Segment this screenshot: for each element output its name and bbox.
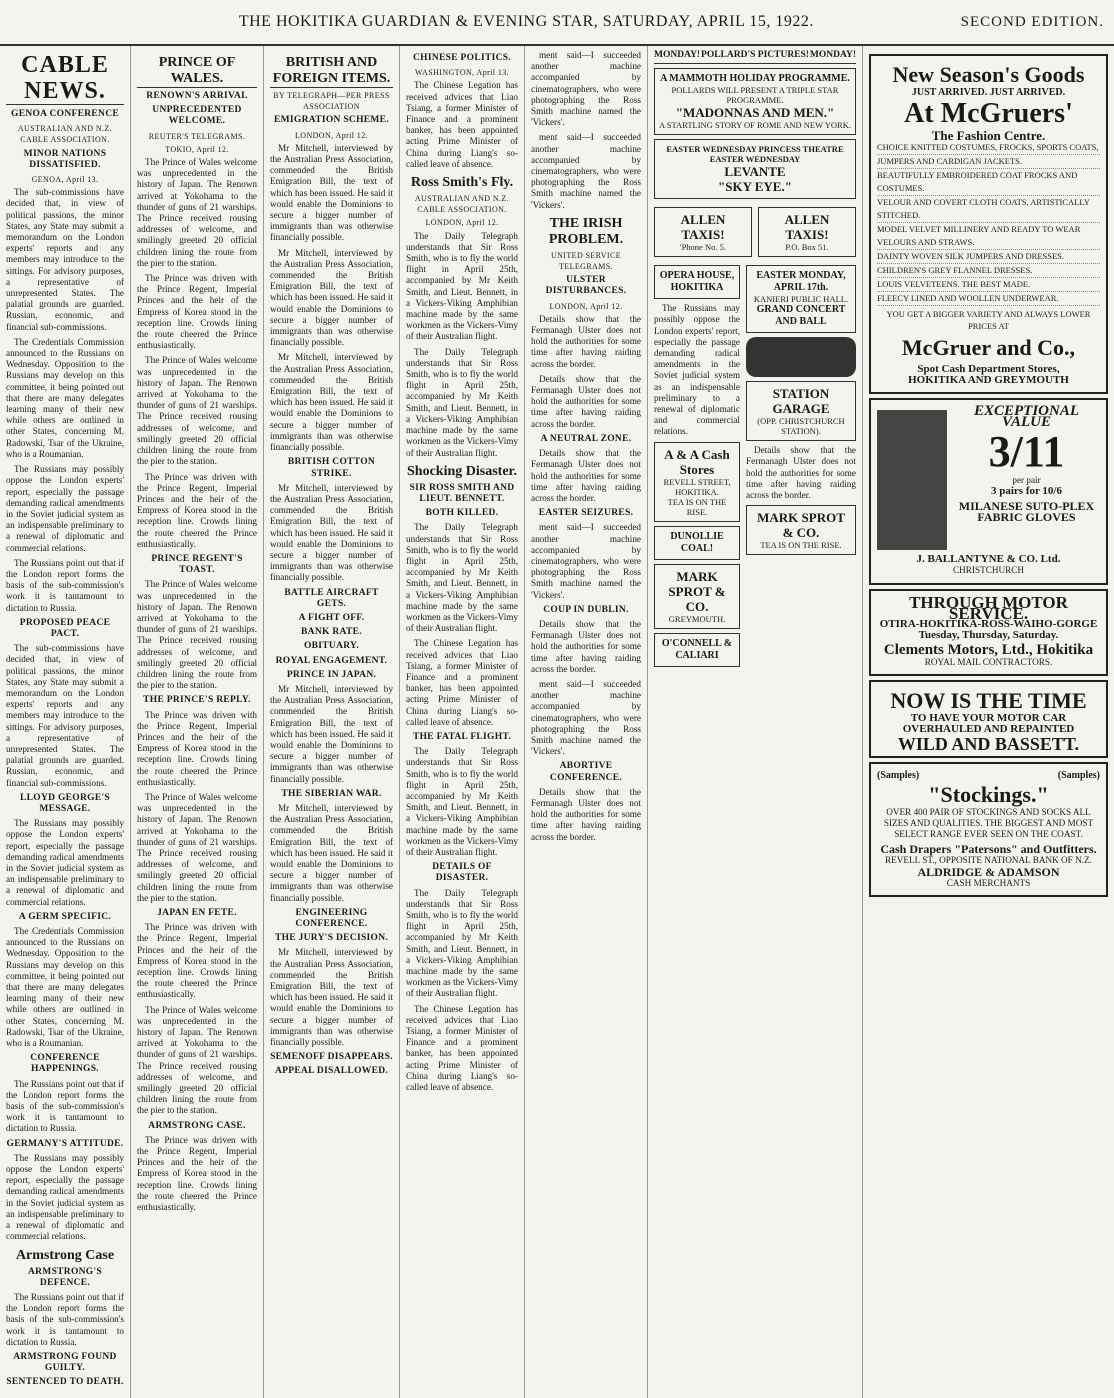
ad-line: 'Phone No. 5.	[680, 242, 726, 253]
ad-line: 3 pairs for 10/6	[991, 484, 1062, 497]
column-ross-smith	[400, 46, 525, 1398]
ads-row	[654, 261, 856, 670]
product-line: LOUIS VELVETEENS. THE BEST MADE.	[877, 278, 1100, 292]
ad-title: MARK SPROT & CO.	[757, 510, 845, 541]
article-paragraph: The Prince of Wales welcome was unprecedented in the history of Japan. The Renown arrived at Yokohama to the thunder of guns of 21 warships. The Prince received rousing addresses of welcome, and smilingly greeted 20 official children lining the route from the pier to the station.	[137, 579, 257, 691]
subhead-cotton: BRITISH COTTON STRIKE.	[287, 457, 376, 479]
article-paragraph: Details show that the Fermanagh Ulster does not hold the authorities for some time after having raiding across the border.	[531, 313, 641, 369]
product-line: MODEL VELVET MILLINERY AND READY TO WEAR VELOURS AND STRAWS.	[877, 223, 1100, 250]
ad-headline: THROUGH MOTOR SERVICE.	[909, 592, 1068, 623]
ad-title: OPERA HOUSE, HOKITIKA	[659, 270, 735, 294]
subhead-renown: RENOWN'S ARRIVAL	[146, 91, 248, 101]
ad-pollards	[654, 68, 856, 135]
ad-line: per pair	[1012, 474, 1041, 485]
subhead-semenoff: SEMENOFF DISAPPEARS.	[270, 1052, 393, 1063]
article-paragraph: The Russians point out that if the London report forms the basis of the sub-commission's work it is tantamount to dictation to Russia.	[6, 1291, 124, 1347]
newspaper-page	[0, 46, 1114, 1398]
article-paragraph: The Chinese Legation has received advices that Liao Tsiang, a former Minister of Finance and a prominent banker, has been appointed acting Prime Minister of China during Liang's so-called leave of absence.	[406, 638, 518, 727]
dateline: GENOA, April 13.	[31, 175, 99, 185]
monday-left: MONDAY!	[654, 50, 701, 60]
subhead-royal-engagement: ROYAL ENGAGEMENT.	[275, 655, 388, 666]
ad-allen-taxis	[654, 207, 752, 257]
article-paragraph: Mr Mitchell, interviewed by the Australian Press Association, commended the British Emigration Bill, the text of which has been issued. He said it would enable the Dominions to secure a bigger number of immigrants than was otherwise financially possible.	[270, 947, 393, 1048]
ad-film-title: "SKY EYE."	[718, 179, 792, 195]
subhead-ulster: ULSTER DISTURBANCES.	[545, 275, 627, 297]
article-paragraph: Mr Mitchell, interviewed by the Australian Press Association, commended the British Emigration Bill, the text of which has been issued. He said it would enable the Dominions to secure a bigger number of immigrants than was otherwise financially possible.	[270, 247, 393, 348]
ad-line: CASH MERCHANTS	[946, 877, 1031, 888]
subhead-germany: GERMANY'S ATTITUDE.	[6, 1138, 124, 1149]
subhead-easter-seizures: EASTER SEIZURES.	[538, 508, 634, 519]
article-paragraph: Mr Mitchell, interviewed by the Australian Press Association, commended the British Emigration Bill, the text of which has been issued. He said it would enable the Dominions to secure a bigger number of immigrants than was otherwise financially possible.	[270, 142, 393, 243]
ad-company: Clements Motors, Ltd., Hokitika	[883, 642, 1094, 659]
subhead-conference: CONFERENCE HAPPENINGS.	[30, 1053, 100, 1075]
ad-line: TEA IS ON THE RISE.	[760, 540, 842, 551]
article-paragraph: The Chinese Legation has received advices that Liao Tsiang, a former Minister of Finance and a prominent banker, has been appointed acting Prime Minister of China during Liang's so-called leave of absence.	[406, 1003, 518, 1093]
article-paragraph: Details show that the Fermanagh Ulster does not hold the authorities for some time after having raiding across the border.	[531, 618, 641, 674]
ad-line: The Fashion Centre.	[931, 128, 1046, 144]
ad-title: GRAND CONCERT AND BALL	[756, 304, 846, 328]
product-list	[877, 141, 1100, 306]
ad-line: CHRISTCHURCH	[953, 565, 1024, 576]
ad-allen-taxis-2	[758, 207, 856, 257]
article-paragraph: The Daily Telegraph understands that Sir Ross Smith, who is to fly the world flight in April 25th, accompanied by Mr Keith Smith, and Lieut. Bennett, in a Vickers-Viking Amphibian machine made by the same workmen as the Vickers-Vimy of their Australian flight.	[406, 522, 518, 634]
ad-company: J. BALLANTYNE & CO. Ltd.	[916, 553, 1061, 566]
ad-text: Details show that the Fermanagh Ulster does not hold the authorities for some time after having raiding across the border.	[746, 445, 856, 501]
ad-headline: NOW IS THE TIME	[890, 687, 1087, 713]
ad-patersons	[869, 762, 1108, 897]
subhead-neutral-zone: A NEUTRAL ZONE.	[540, 433, 632, 444]
ad-line: Spot Cash Department Stores,	[917, 362, 1060, 375]
ad-mark-sprot-2	[746, 505, 856, 555]
ad-title: ALLEN TAXIS!	[784, 212, 830, 243]
subhead-bank-rate: BANK RATE.	[301, 627, 362, 638]
ad-line: REVELL ST., OPPOSITE NATIONAL BANK OF N.Z.	[885, 855, 1092, 866]
product-line: DAINTY WOVEN SILK JUMPERS AND DRESSES.	[877, 250, 1100, 264]
dateline: TOKIO, April 12.	[165, 144, 229, 154]
car-image	[746, 337, 856, 377]
ad-dunollie	[654, 526, 740, 560]
subhead-regent-toast: PRINCE REGENT'S TOAST.	[151, 553, 243, 576]
subhead-guilty: ARMSTRONG FOUND GUILTY.	[13, 1351, 117, 1374]
article-paragraph: Mr Mitchell, interviewed by the Australian Press Association, commended the British Emigration Bill, the text of which has been issued. He said it would enable the Dominions to secure a bigger number of immigrants than was otherwise financially possible.	[270, 482, 393, 583]
dateline: WASHINGTON, April 13.	[414, 68, 510, 78]
ad-princess-theatre	[654, 139, 856, 199]
ad-line: TO HAVE YOUR MOTOR CAR OVERHAULED AND REPAINTED	[902, 711, 1075, 736]
subhead-fatal-flight: THE FATAL FLIGHT.	[412, 731, 512, 742]
price: 3/11	[988, 426, 1065, 476]
ad-line: TEA IS ON THE RISE.	[667, 496, 727, 517]
assoc-line: BY TELEGRAPH—PER PRESS ASSOCIATION	[273, 91, 390, 112]
dateline: LONDON, April 12.	[294, 130, 369, 140]
subhead-prince-japan: PRINCE IN JAPAN.	[286, 669, 377, 680]
ad-company: Cash Drapers "Patersons" and Outfitters.	[880, 842, 1097, 857]
ad-headline: "Stockings."	[928, 781, 1049, 807]
edition-label: SECOND EDITION.	[960, 13, 1104, 30]
article-paragraph: ment said—I succeeded another machine accompanied by cinematographers, who were photographing the Ross Smith machine named the 'Vickers'.	[531, 50, 641, 128]
article-paragraph: The Russians may possibly oppose the London experts' report, especially the passage demanding radical amendments in the Soviet judicial system as an indispensable preliminary to a renewal of diplomatic and commercial relations.	[6, 464, 124, 553]
subhead-engineering: ENGINEERING CONFERENCE.	[295, 907, 368, 930]
ad-station-garage	[746, 381, 856, 441]
ad-title: DUNOLLIE COAL!	[670, 530, 724, 554]
article-paragraph: The sub-commissions have decided that, in view of political passions, the minor States, any State may submit a memorandum on the London experts' reports and any members may introduce to the sittings. For advisory purposes, a representative of unrepresented States. The palatial grounds are guarded. Russian, economic, and financial sub-commissions.	[6, 643, 124, 788]
ad-oconnell	[654, 633, 740, 667]
monday-right: MONDAY!	[809, 50, 856, 60]
newspaper-title: THE HOKITIKA GUARDIAN & EVENING STAR, SATURDAY, APRIL 15, 1922.	[238, 13, 814, 30]
assoc-line: UNITED SERVICE TELEGRAMS.	[550, 250, 622, 272]
ad-line: HOKITIKA AND GREYMOUTH	[908, 374, 1069, 387]
ad-line: OVER 400 PAIR OF STOCKINGS AND SOCKS ALL SIZES AND QUALITIES. THE BIGGEST AND MOST SELECT RANGE EVER SEEN ON THE COAST.	[883, 806, 1094, 840]
subhead-lloyd-george: LLOYD GEORGE'S MESSAGE.	[20, 792, 110, 814]
subhead-appeal: APPEAL DISALLOWED.	[274, 1066, 389, 1077]
headline-ross-smith: Ross Smith's Fly.	[410, 175, 514, 191]
article-paragraph: Mr Mitchell, interviewed by the Australian Press Association, commended the British Emigration Bill, the text of which has been issued. He said it would enable the Dominions to secure a bigger number of immigrants than was otherwise financially possible.	[270, 802, 393, 903]
product-line: JUMPERS AND CARDIGAN JACKETS.	[877, 155, 1100, 169]
ad-title: A & A Cash Stores	[664, 446, 730, 477]
article-paragraph: Details show that the Fermanagh Ulster does not hold the authorities for some time after having raiding across the border.	[531, 786, 641, 842]
taxi-row	[654, 203, 856, 261]
article-paragraph: The Prince of Wales welcome was unprecedented in the history of Japan. The Renown arrived at Yokohama to the thunder of guns of 21 warships. The Prince received rousing addresses of welcome, and smilingly greeted 20 official children lining the route from the pier to the station.	[137, 1004, 257, 1116]
subhead-prince-reply: THE PRINCE'S REPLY.	[143, 695, 251, 706]
subhead-fight: A FIGHT OFF.	[298, 612, 365, 623]
ad-line: YOU GET A BIGGER VARIETY AND ALWAYS LOWER PRICES AT	[886, 309, 1091, 331]
ad-film-title: "MADONNAS AND MEN."	[675, 105, 835, 121]
masthead	[0, 0, 1114, 46]
subhead-emigration: EMIGRATION SCHEME.	[273, 115, 389, 126]
ad-line: EXCEPTIONAL	[973, 403, 1079, 420]
article-paragraph: The Prince was driven with the Prince Regent, Imperial Princes and the heir of the Empress of Korea stood in the reception line. Crowds lining the route cheered the Prince enthusiastically.	[137, 709, 257, 787]
headline-irish-problem: THE IRISH PROBLEM.	[548, 215, 624, 247]
article-paragraph: ment said—I succeeded another machine accompanied by cinematographers, who were photographing the Ross Smith machine named the 'Vickers'.	[531, 132, 641, 210]
article-paragraph: The Credentials Commission announced to the Russians on Wednesday. Opposition to the Russians may develop on this committee, it being pointed out that there are many delegates learning many of their new while others are outlined in other States, concerning M. Radowski, Tsar of the Ukraine, who is a Roumanian.	[6, 336, 124, 459]
product-line: FLEECY LINED AND WOOLLEN UNDERWEAR.	[877, 292, 1100, 306]
article-paragraph: The Prince was driven with the Prince Regent, Imperial Princes and the heir of the Empress of Korea stood in the reception line. Crowds lining the route cheered the Prince enthusiastically.	[137, 1134, 257, 1213]
article-paragraph: The sub-commissions have decided that, in view of political passions, the minor States, any State may submit a memorandum on the London experts' reports and any members may introduce to the sittings. For advisory purposes, a representative of unrepresented States. The palatial grounds are guarded. Russian, economic, and financial sub-commissions.	[6, 187, 124, 332]
samples-right: (Samples)	[1057, 770, 1100, 782]
article-paragraph: The Prince of Wales welcome was unprecedented in the history of Japan. The Renown arrived at Yokohama to the thunder of guns of 21 warships. The Prince received rousing addresses of welcome, and smilingly greeted 20 official children lining the route from the pier to the station.	[137, 791, 257, 903]
subhead-ross-bennett: SIR ROSS SMITH AND LIEUT. BENNETT.	[409, 482, 515, 504]
ad-line: JUST ARRIVED. JUST ARRIVED.	[911, 87, 1066, 98]
subhead-details: DETAILS OF DISASTER.	[432, 862, 492, 884]
ad-line: Tuesday, Thursday, Saturday.	[918, 629, 1059, 642]
ad-line: (OPP. CHRISTCHURCH STATION).	[757, 416, 845, 437]
ad-line: A STARTLING STORY OF ROME AND NEW YORK.	[659, 120, 851, 131]
ad-line: ROYAL MAIL CONTRACTORS.	[924, 656, 1053, 667]
subhead-germ: A GERM SPECIFIC.	[18, 911, 112, 922]
glove-illustration	[877, 410, 947, 550]
ad-motor-service	[869, 589, 1108, 676]
article-paragraph: The Prince was driven with the Prince Regent, Imperial Princes and the heir of the Empress of Korea stood in the reception line. Crowds lining the route cheered the Prince enthusiastically.	[137, 471, 257, 549]
column-prince-of-wales	[131, 46, 264, 1398]
column-irish-problem	[525, 46, 648, 1398]
ad-line: A MAMMOTH HOLIDAY PROGRAMME.	[660, 73, 850, 85]
article-paragraph: The Daily Telegraph understands that Sir Ross Smith, who is to fly the world flight in April 25th, accompanied by Mr Keith Smith, and Lieut. Bennett, in a Vickers-Viking Amphibian machine made by the same workmen as the Vickers-Vimy of their Australian flight.	[406, 346, 518, 458]
article-paragraph: The Prince of Wales welcome was unprecedented in the history of Japan. The Renown arrived at Yokohama to the thunder of guns of 21 warships. The Prince received rousing addresses of welcome, and smilingly greeted 20 official children lining the route from the pier to the station.	[137, 157, 257, 268]
column-display-ads	[863, 46, 1114, 1398]
ad-opera-house	[654, 265, 740, 299]
subhead-jury: THE JURY'S DECISION.	[274, 933, 389, 944]
subhead-welcome: UNPRECEDENTED WELCOME.	[152, 105, 242, 127]
article-paragraph: The Daily Telegraph understands that Sir Ross Smith, who is to fly the world flight in April 25th, accompanied by Mr Keith Smith, and Lieut. Bennett, in a Vickers-Viking Amphibian machine made by the same workmen as the Vickers-Vimy of their Australian flight.	[406, 230, 518, 342]
ad-company: WILD AND BASSETT.	[897, 734, 1080, 755]
ad-title: MARK SPROT & CO.	[668, 568, 726, 614]
ads-right	[746, 261, 856, 670]
subhead-both-killed: BOTH KILLED.	[425, 508, 499, 519]
subhead-peace-pact: PROPOSED PEACE PACT.	[19, 617, 111, 639]
subhead-genoa: GENOA CONFERENCE	[11, 109, 119, 119]
assoc-line: AUSTRALIAN AND N.Z. CABLE ASSOCIATION.	[414, 194, 510, 215]
headline-shocking-disaster: Shocking Disaster.	[407, 463, 517, 479]
ad-mark-sprot	[654, 564, 740, 629]
ad-line: GREYMOUTH.	[668, 613, 726, 624]
product-line: CHILDREN'S GREY FLANNEL DRESSES.	[877, 264, 1100, 278]
ad-line: POLLARDS WILL PRESENT A TRIPLE STAR PROGRAMME.	[671, 85, 839, 106]
headline-prince: PRINCE OF WALES.	[137, 55, 257, 88]
product-line: BEAUTIFULLY EMBROIDERED COAT FROCKS AND COSTUMES.	[877, 169, 1100, 196]
ad-line: EASTER MONDAY, APRIL 17th.	[756, 270, 846, 294]
pollards-header	[654, 50, 856, 64]
article-paragraph: The Prince was driven with the Prince Regent, Imperial Princes and the heir of the Empress of Korea stood in the reception line. Crowds lining the route cheered the Prince enthusiastically.	[137, 273, 257, 351]
ad-title: O'CONNELL & CALIARI	[661, 637, 733, 661]
samples-left: (Samples)	[877, 770, 920, 782]
subhead-obituary: OBITUARY.	[303, 641, 360, 652]
article-paragraph: The Russians point out that if the London report forms the basis of the sub-commission's work it is tantamount to dictation to Russia.	[6, 1078, 124, 1134]
ad-title: STATION GARAGE	[772, 386, 830, 417]
subhead-coup-dublin: COUP IN DUBLIN.	[543, 604, 629, 615]
ad-line: P.O. Box 51.	[785, 242, 829, 253]
article-paragraph: Details show that the Fermanagh Ulster does not hold the authorities for some time after having raiding across the border.	[531, 448, 641, 503]
pollards-title: POLLARD'S PICTURES!	[701, 50, 809, 60]
ad-text: The Russians may possibly oppose the London experts' report, especially the passage demanding radical amendments in the Soviet judicial system as an indispensable preliminary to a renewal of diplomatic and commercial relations.	[654, 303, 740, 437]
column-cable-news	[0, 46, 131, 1398]
ad-wild-bassett	[869, 680, 1108, 759]
article-paragraph: Mr Mitchell, interviewed by the Australian Press Association, commended the British Emigration Bill, the text of which has been issued. He said it would enable the Dominions to secure a bigger number of immigrants than was otherwise financially possible.	[270, 352, 393, 453]
headline-cable-news: CABLE NEWS.	[6, 52, 124, 105]
ad-line: REVELL STREET, HOKITIKA.	[663, 476, 731, 497]
article-paragraph: The Russians may possibly oppose the London experts' report, especially the passage demanding radical amendments in the Soviet judicial system as an indispensable preliminary to a renewal of diplomatic and commercial relations.	[6, 818, 124, 907]
ad-a-and-a	[654, 442, 740, 522]
dateline: LONDON, April 12.	[549, 301, 623, 311]
ad-line: KANIERI PUBLIC HALL.	[753, 294, 849, 305]
headline-british-foreign: BRITISH AND FOREIGN ITEMS.	[270, 55, 393, 88]
product-line: VELOUR AND COVERT CLOTH COATS, ARTISTICALLY STITCHED.	[877, 196, 1100, 223]
subhead-armstrong-defence: ARMSTRONG'S DEFENCE.	[27, 1266, 103, 1288]
headline-armstrong: Armstrong Case	[15, 1247, 115, 1263]
subhead-abortive: ABORTIVE CONFERENCE.	[549, 761, 623, 783]
article-paragraph: The Prince of Wales welcome was unprecedented in the history of Japan. The Renown arrived at Yokohama to the thunder of guns of 21 warships. The Prince received rousing addresses of welcome, and smilingly greeted 20 official children lining the route from the pier to the station.	[137, 355, 257, 467]
ad-kaniere	[746, 265, 856, 333]
subhead-aircraft: BATTLE AIRCRAFT GETS.	[284, 587, 379, 609]
assoc-line: REUTER'S TELEGRAMS.	[148, 131, 246, 141]
ads-left	[654, 261, 740, 670]
assoc-line: AUSTRALIAN AND N.Z. CABLE ASSOCIATION.	[17, 124, 113, 145]
article-paragraph: Mr Mitchell, interviewed by the Australian Press Association, commended the British Emigration Bill, the text of which has been issued. He said it would enable the Dominions to secure a bigger number of immigrants than was otherwise financially possible.	[270, 683, 393, 784]
ad-ballantyne-gloves	[869, 398, 1108, 584]
article-paragraph: The Prince was driven with the Prince Regent, Imperial Princes and the heir of the Empress of Korea stood in the reception line. Crowds lining the route cheered the Prince enthusiastically.	[137, 922, 257, 1000]
product-line: CHOICE KNITTED COSTUMES, FROCKS, SPORTS COATS,	[877, 141, 1100, 155]
ad-performer: LEVANTE	[724, 164, 786, 180]
article-paragraph: Details show that the Fermanagh Ulster does not hold the authorities for some time after having raiding across the border.	[531, 373, 641, 429]
subhead-siberian: THE SIBERIAN WAR.	[281, 788, 382, 799]
ad-product: MILANESE SUTO-PLEX FABRIC GLOVES	[958, 499, 1095, 525]
article-paragraph: The Russians point out that if the London report forms the basis of the sub-commission's work it is tantamount to dictation to Russia.	[6, 557, 124, 613]
subhead-chinese-politics: CHINESE POLITICS.	[412, 53, 512, 63]
article-paragraph: ment said—I succeeded another machine accompanied by cinematographers, who were photographing the Ross Smith machine named the 'Vickers'.	[531, 678, 641, 757]
ad-line: EASTER WEDNESDAY PRINCESS THEATRE EASTER WEDNESDAY	[666, 144, 844, 165]
subhead-armstrong-case: ARMSTRONG CASE.	[148, 1120, 246, 1131]
ad-line: VALUE	[1002, 414, 1051, 431]
column-local-ads	[648, 46, 863, 1398]
subhead-death: SENTENCED TO DEATH.	[6, 1377, 124, 1388]
dateline: LONDON, April 12.	[425, 218, 499, 228]
column-british-foreign	[264, 46, 400, 1398]
ad-line: OTIRA-HOKITIKA-ROSS-WAIHO-GORGE	[879, 618, 1098, 631]
subhead-minor-nations: MINOR NATIONS DISSATISFIED.	[23, 148, 107, 170]
ad-title: ALLEN TAXIS!	[680, 212, 726, 243]
article-paragraph: The Daily Telegraph understands that Sir Ross Smith, who is to fly the world flight in April 25th, accompanied by Mr Keith Smith, and Lieut. Bennett, in a Vickers-Viking Amphibian machine made by the same workmen as the Vickers-Vimy of their Australian flight.	[406, 746, 518, 857]
ad-headline: New Season's Goods	[892, 62, 1085, 87]
article-paragraph: ment said—I succeeded another machine accompanied by cinematographers, who were photographing the Ross Smith machine named the 'Vickers'.	[531, 522, 641, 600]
subhead-japan-fete: JAPAN EN FETE.	[157, 908, 237, 919]
ad-store-name: At McGruers'	[904, 98, 1073, 130]
article-paragraph: The Chinese Legation has received advices that Liao Tsiang, a former Minister of Finance and a prominent banker, has been appointed acting Prime Minister of China during Liang's so-called leave of absence.	[406, 80, 518, 169]
article-paragraph: The Russians may possibly oppose the London experts' report, especially the passage demanding radical amendments in the Soviet judicial system as an indispensable preliminary to a renewal of diplomatic and commercial relations.	[6, 1152, 124, 1242]
ad-company: McGruer and Co.,	[901, 334, 1076, 360]
ad-mcgruers	[869, 54, 1108, 394]
ad-company: ALDRIDGE & ADAMSON	[917, 864, 1060, 879]
article-paragraph: The Credentials Commission announced to the Russians on Wednesday. Opposition to the Russians may develop on this committee, it being pointed out that there are many delegates learning many of their new while others are outlined in other States, concerning M. Radowski, Tsar of the Ukraine, who is a Roumanian.	[6, 926, 124, 1049]
article-paragraph: The Daily Telegraph understands that Sir Ross Smith, who is to fly the world flight in April 25th, accompanied by Mr Keith Smith, and Lieut. Bennett, in a Vickers-Viking Amphibian machine made by the same workmen as the Vickers-Vimy of their Australian flight.	[406, 887, 518, 999]
